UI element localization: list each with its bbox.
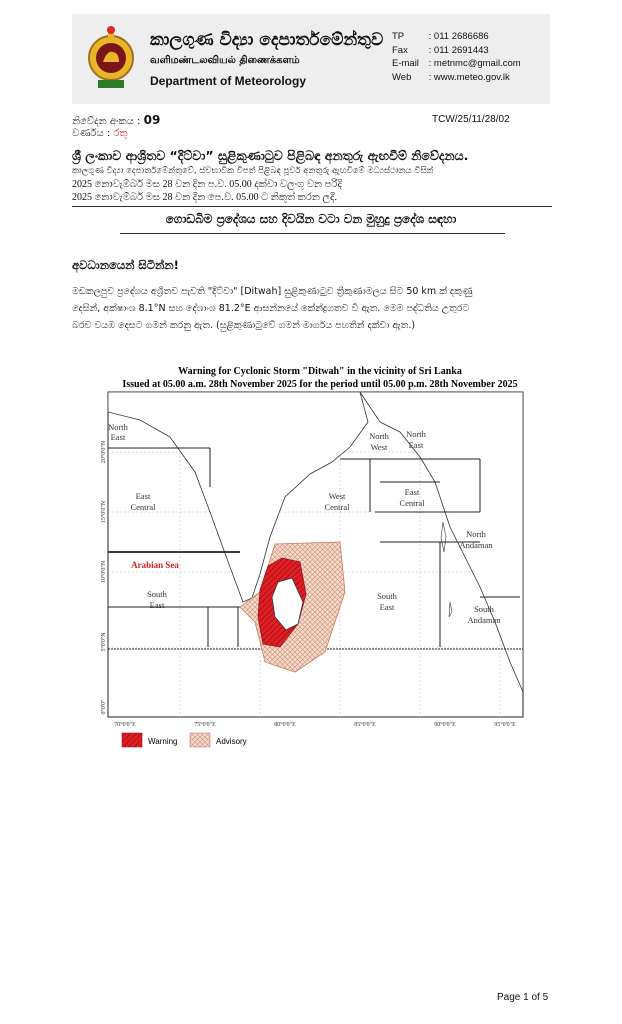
region-label: South	[377, 591, 397, 601]
region-label: East	[110, 432, 126, 442]
contact-web: Web : www.meteo.gov.lk	[392, 71, 510, 83]
legend-advisory-label: Advisory	[216, 737, 247, 746]
area-heading: ගොඩබිම ප්‍රදේශය සහ දිවයින වටා වන මුහුදු ප්‍රදේශ සඳහා	[165, 212, 457, 226]
org-name-tamil: வளிமண்டலவியல் திணைக்களம்	[150, 55, 300, 66]
region-label: East	[379, 602, 395, 612]
body-line: මඩකලපුව ප්‍රදේශය අශ්‍රිතව පැවති "දිට්වා" [Ditwah] සුළිකුණාටුව ත්‍රිකුණාමලය සිට 50 km ක් දකුණු	[72, 286, 473, 297]
region-label: East	[404, 487, 420, 497]
contact-email: E-mail : metnmc@gmail.com	[392, 58, 521, 69]
arabian-sea-label: Arabian Sea	[131, 560, 179, 570]
lon-label: 75°0'0"E	[194, 722, 216, 728]
region-label: East	[408, 440, 424, 450]
bulletin-colour: වර්ණය : රතු	[72, 128, 128, 139]
letterhead	[72, 14, 550, 104]
legend-warning-swatch	[122, 733, 142, 747]
region-label: North	[108, 422, 128, 432]
org-name-english: Department of Meteorology	[150, 74, 307, 88]
bulletin-title: ශ්‍රී ලංකාව ආශ්‍රිතව “දිට්වා” සුළිකුණාටුව පිළිබඳ අනතුරු ඇඟවීම් නිවේදනය.	[72, 148, 469, 163]
region-label: East	[149, 600, 165, 610]
divider	[72, 206, 552, 207]
warning-map	[100, 362, 540, 757]
region-label: West	[328, 491, 346, 501]
region-label: East	[135, 491, 151, 501]
lon-label: 95°0'0"E	[494, 722, 516, 728]
region-label: North	[466, 529, 486, 539]
region-label: Central	[324, 502, 350, 512]
map-title: Warning for Cyclonic Storm "Ditwah" in the vicinity of Sri Lanka	[178, 366, 462, 377]
legend-advisory-swatch	[190, 733, 210, 747]
divider	[120, 233, 505, 234]
sri-lanka-emblem-icon	[86, 22, 136, 96]
contact-tp: TP : 011 2686686	[392, 31, 489, 42]
lat-label: 0°0'0"	[101, 699, 107, 715]
lat-label: 5°0'0"N	[101, 632, 107, 652]
org-name-sinhala: කාලගුණ විද්‍යා දෙපාර්තමේන්තුව	[150, 30, 384, 50]
region-label: Central	[130, 502, 156, 512]
legend-warning-label: Warning	[148, 737, 178, 746]
lat-label: 10°0'0"N	[101, 560, 107, 584]
region-label: North	[369, 431, 389, 441]
region-label: West	[370, 442, 388, 452]
valid-line: 2025 නොවැම්බර් මස 28 වන දින පෙ.ව. 05.00 ට නිකුත් කරන ලදී.	[72, 192, 337, 203]
contact-block	[392, 30, 521, 84]
region-label: North	[406, 429, 426, 439]
lon-label: 85°0'0"E	[354, 722, 376, 728]
attention-heading: අවධානයෙන් සිටින්න!	[72, 258, 179, 272]
region-label: Andaman	[459, 540, 493, 550]
bulletin-number: නිවේදන අංකය : 09	[72, 113, 161, 127]
body-line: බරව වයඹ දෙසට ගමන් කරනු ඇත. (සුළිකුණාටුවේ ගමන් මාර්ගය පහතින් දක්වා ඇත.)	[72, 320, 416, 331]
body-line: දෙසින්, අක්ෂාංශ 8.1°N සහ දේශාංශ 81.2°E ආසන්නයේ කේන්ද්‍රගතව වී ඇත. මෙම පද්ධතිය උතුරට	[72, 303, 470, 314]
page-number: Page 1 of 5	[497, 992, 549, 1003]
lon-label: 80°0'0"E	[274, 722, 296, 728]
lat-label: 20°0'0"N	[101, 440, 107, 464]
lon-label: 70°0'0"E	[114, 722, 136, 728]
lon-label: 90°0'0"E	[434, 722, 456, 728]
contact-fax: Fax : 011 2691443	[392, 44, 489, 56]
region-label: Central	[399, 498, 425, 508]
map-subtitle: Issued at 05.00 a.m. 28th November 2025 for the period until 05.00 p.m. 28th November 2025	[122, 379, 518, 390]
bulletin-reference: TCW/25/11/28/02	[432, 114, 510, 125]
issuer-line: කාලගුණ විද්‍යා දෙපාර්තමේන්තුවේ, ස්වභාවික විපත් පිළිබඳ පූර්ව අනතුරු ඇඟවීමේ මධ්‍යස්ථානය විසින්	[72, 166, 434, 176]
region-label: South	[474, 604, 494, 614]
region-label: South	[147, 589, 167, 599]
lat-label: 15°0'0"N	[101, 500, 107, 524]
region-label: Andaman	[467, 615, 501, 625]
issued-line: 2025 නොවැම්බර් මස 28 වන දින ප.ව. 05.00 දක්වා වලංගු වන පරිදි	[72, 179, 342, 190]
